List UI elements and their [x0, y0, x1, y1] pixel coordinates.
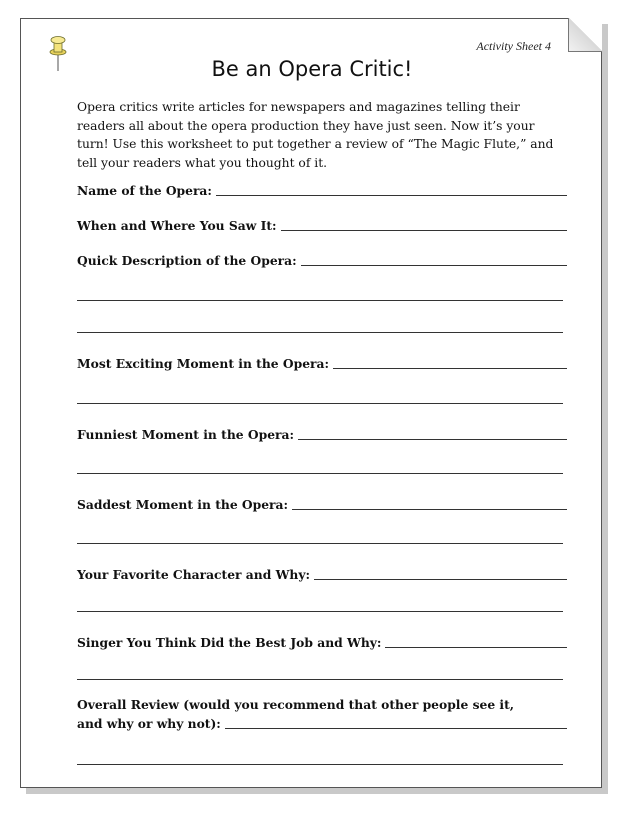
- best-singer-blank[interactable]: [385, 646, 567, 648]
- field-overall-line1: [77, 696, 567, 714]
- field-label-overall-1: Overall Review (would you recommend that other people see it,: [77, 697, 515, 712]
- field-favorite-character: [77, 566, 567, 584]
- activity-sheet-label: Activity Sheet 4: [476, 39, 551, 53]
- overall-blank[interactable]: [225, 727, 567, 729]
- field-label-when-where: When and Where You Saw It:: [77, 218, 277, 233]
- field-label-funniest: Funniest Moment in the Opera:: [77, 427, 295, 442]
- field-overall-line2: [77, 715, 567, 733]
- page-title: Be an Opera Critic!: [211, 57, 413, 81]
- saddest-line-2[interactable]: [77, 543, 563, 544]
- when-where-blank[interactable]: [281, 229, 567, 231]
- favorite-character-line-2[interactable]: [77, 611, 563, 612]
- field-label-best-singer: Singer You Think Did the Best Job and Why:: [77, 635, 382, 650]
- exciting-blank[interactable]: [333, 367, 567, 369]
- field-saddest: [77, 496, 567, 514]
- opera-name-blank[interactable]: [216, 194, 567, 196]
- field-label-description: Quick Description of the Opera:: [77, 253, 297, 268]
- intro-paragraph: Opera critics write articles for newspapers and magazines telling their readers all about the opera production they have just seen. Now it’s your turn! Use this worksheet to put together a review of “The Magic Flute,” and tell your readers what you thought of it.: [77, 100, 554, 170]
- field-label-exciting: Most Exciting Moment in the Opera:: [77, 356, 330, 371]
- favorite-character-blank[interactable]: [314, 578, 567, 580]
- field-best-singer: [77, 634, 567, 652]
- field-label-opera-name: Name of the Opera:: [77, 183, 212, 198]
- description-line-2[interactable]: [77, 300, 563, 301]
- field-exciting: [77, 355, 567, 373]
- field-label-favorite-character: Your Favorite Character and Why:: [77, 567, 311, 582]
- field-description: [77, 252, 567, 270]
- funniest-blank[interactable]: [298, 438, 567, 440]
- field-label-saddest: Saddest Moment in the Opera:: [77, 497, 289, 512]
- description-blank[interactable]: [301, 264, 567, 266]
- best-singer-line-2[interactable]: [77, 679, 563, 680]
- saddest-blank[interactable]: [292, 508, 567, 510]
- funniest-line-2[interactable]: [77, 473, 563, 474]
- field-label-overall-2: and why or why not):: [77, 716, 221, 731]
- field-opera-name: [77, 182, 567, 200]
- worksheet-page: [20, 18, 602, 788]
- overall-line-2[interactable]: [77, 764, 563, 765]
- field-when-where: [77, 217, 567, 235]
- description-line-3[interactable]: [77, 332, 563, 333]
- exciting-line-2[interactable]: [77, 403, 563, 404]
- folded-corner: [568, 18, 602, 52]
- field-funniest: [77, 426, 567, 444]
